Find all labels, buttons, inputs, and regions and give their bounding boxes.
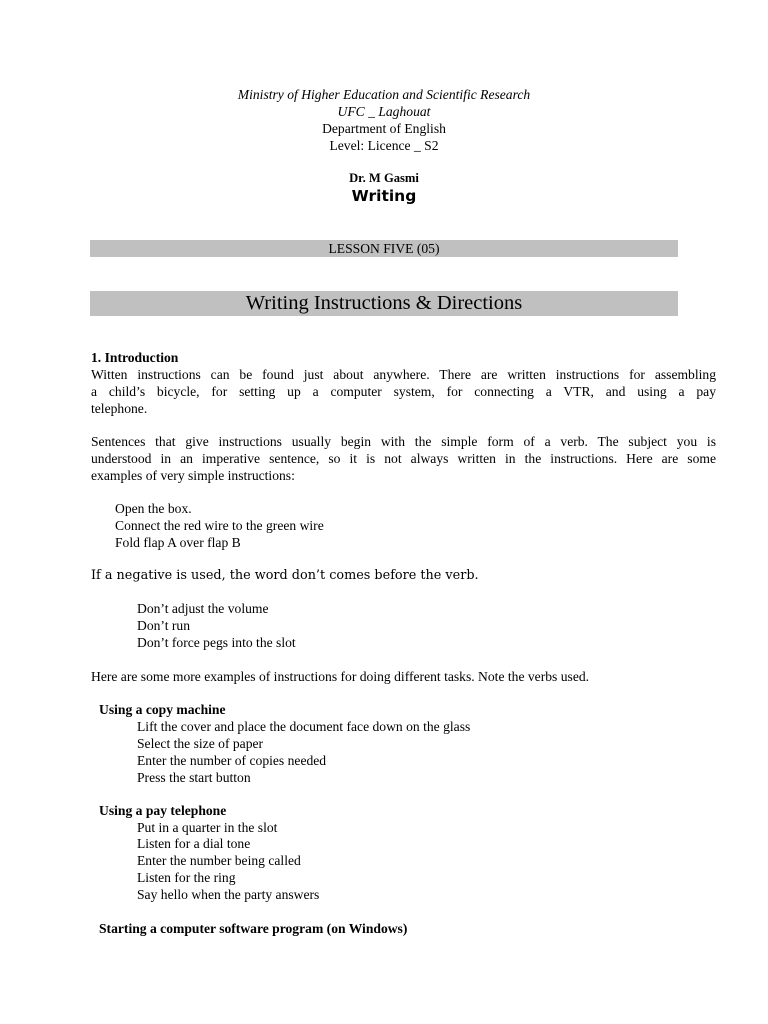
intro-heading: 1. Introduction (91, 350, 179, 365)
negative-example: Don’t force pegs into the slot (137, 635, 296, 650)
ministry-line: Ministry of Higher Education and Scientific Research (237, 87, 531, 102)
intro-p1-line1: Witten instructions can be found just about anywhere. There are written instructions for assembling (91, 367, 716, 382)
negative-example: Don’t adjust the volume (137, 601, 269, 616)
task-heading-software-program: Starting a computer software program (on Windows) (99, 921, 408, 936)
simple-example: Connect the red wire to the green wire (115, 518, 324, 533)
level-line: Level: Licence _ S2 (329, 138, 439, 153)
page-title: Writing Instructions & Directions (90, 291, 678, 316)
university-line: UFC _ Laghouat (337, 104, 431, 119)
task-heading-copy-machine: Using a copy machine (99, 702, 226, 717)
task-step: Enter the number of copies needed (137, 753, 327, 768)
intro-p1-line3: telephone. (91, 401, 148, 416)
lesson-banner: LESSON FIVE (05) (90, 240, 678, 257)
intro-p2-line2: understood in an imperative sentence, so it is not always written in the instructions. Here are some (91, 451, 716, 466)
task-step: Press the start button (137, 770, 251, 785)
negative-example: Don’t run (137, 618, 190, 633)
task-heading-pay-telephone: Using a pay telephone (99, 803, 227, 818)
task-step: Listen for a dial tone (137, 836, 251, 851)
intro-p2-line3: examples of very simple instructions: (91, 468, 295, 483)
task-step: Lift the cover and place the document face down on the glass (137, 719, 471, 734)
negative-note: If a negative is used, the word don’t comes before the verb. (91, 568, 479, 583)
simple-example: Fold flap A over flap B (115, 535, 241, 550)
department-line: Department of English (322, 121, 446, 136)
task-step: Listen for the ring (137, 870, 236, 885)
task-step: Put in a quarter in the slot (137, 820, 278, 835)
intro-p2-line1: Sentences that give instructions usually begin with the simple form of a verb. The subject you is (91, 434, 716, 449)
more-examples-note: Here are some more examples of instructions for doing different tasks. Note the verbs used. (91, 669, 590, 684)
teacher-name: Dr. M Gasmi (349, 171, 419, 185)
intro-p1-line2: a child’s bicycle, for setting up a computer system, for connecting a VTR, and using a pay (91, 384, 716, 399)
task-step: Enter the number being called (137, 853, 301, 868)
task-step: Select the size of paper (137, 736, 264, 751)
simple-example: Open the box. (115, 501, 192, 516)
task-step: Say hello when the party answers (137, 887, 320, 902)
module-title: Writing (351, 187, 417, 205)
